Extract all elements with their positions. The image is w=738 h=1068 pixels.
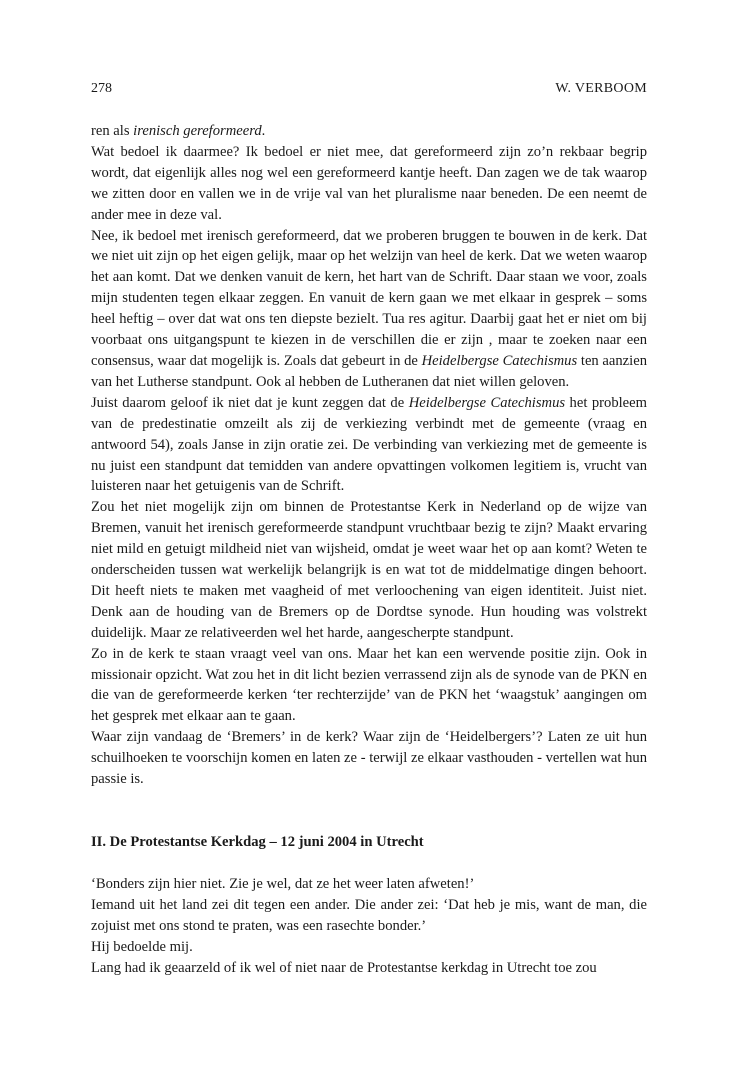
- page-number: 278: [91, 81, 112, 96]
- book-title-emphasis: Heidelbergse Catechismus: [408, 394, 566, 411]
- book-title-emphasis: Heidelbergse Catechismus: [421, 352, 578, 369]
- paragraph: Zo in de kerk te staan vraagt veel van ons. Maar het kan een wervende positie zijn. Ook in missionair opzicht. Wat zou het in dit licht bezien verrassend zijn als de synode van de PKN en die van de gereformeerde kerken ‘ter rechterzijde’ van de PKN het ‘waagstuk’ aangingen om het gesprek met elkaar aan te gaan.: [91, 645, 647, 725]
- paragraph-continuation: ren als irenisch gereformeerd.: [91, 123, 266, 139]
- section-spacer: [91, 790, 647, 832]
- paragraph: Juist daarom geloof ik niet dat je kunt zeggen dat de Heidelbergse Catechismus het probleem van de predestinatie omzeilt als zij de verkiezing verbindt met de gemeente (vraag en antwoord 54), zoals Janse in zijn oratie zei. De verbinding van verkiezing met de gemeente is nu juist een standpunt dat temidden van andere opvattingen volkomen legitiem is, vrucht van luisteren naar het getuigenis van de Schrift.: [91, 394, 647, 495]
- section-heading: II. De Protestantse Kerkdag – 12 juni 2004 in Utrecht: [91, 834, 424, 850]
- book-page: [91, 0, 647, 1068]
- paragraph: Wat bedoel ik daarmee? Ik bedoel er niet mee, dat gereformeerd zijn zo’n rekbaar begrip wordt, dat eigenlijk alles nog wel een gereformeerd kantje heeft. Dan zagen we de tak waarop we zitten door en vallen we in de vrije val van het pluralisme naar beneden. De een neemt de ander mee in deze val.: [91, 143, 647, 223]
- paragraph: Iemand uit het land zei dit tegen een ander. Die ander zei: ‘Dat heb je mis, want de man, die zojuist met ons stond te praten, was een rasechte bonder.’: [91, 896, 647, 934]
- body-text: [91, 121, 647, 978]
- heading-spacer: [91, 853, 647, 874]
- running-title: W. VERBOOM: [555, 81, 647, 96]
- paragraph: ‘Bonders zijn hier niet. Zie je wel, dat ze het weer laten afweten!’: [91, 875, 475, 892]
- paragraph: Zou het niet mogelijk zijn om binnen de Protestantse Kerk in Nederland op de wijze van Bremen, vanuit het irenisch gereformeerde standpunt vruchtbaar bezig te zijn? Maakt ervaring niet mild en getuigt mildheid niet van wijsheid, omdat je weet waar het op aan komt? Weten te onderscheiden tussen wat werkelijk belangrijk is en wat tot de middelmatige dingen behoort. Dit heeft niets te maken met vaagheid of met verloochening van eigen identiteit. Juist niet. Denk aan de houding van de Bremers op de Dordtse synode. Hun houding was volstrekt duidelijk. Maar ze relativeerden wel het harde, aangescherpte standpunt.: [91, 499, 647, 641]
- paragraph: Lang had ik geaarzeld of ik wel of niet naar de Protestantse kerkdag in Utrecht toe zou: [91, 959, 597, 976]
- paragraph: Waar zijn vandaag de ‘Bremers’ in de kerk? Waar zijn de ‘Heidelbergers’? Laten ze uit hun schuilhoeken te voorschijn komen en laten ze - terwijl ze elkaar vasthouden - vertellen wat hun passie is.: [91, 729, 647, 788]
- paragraph: Hij bedoelde mij.: [91, 938, 193, 955]
- paragraph: Nee, ik bedoel met irenisch gereformeerd, dat we proberen bruggen te bouwen in de kerk. Dat we niet uit zijn op het eigen gelijk, maar op het welzijn van heel de kerk. Dat we weten waarop het aan komt. Dat we denken vanuit de kern, het hart van de Schrift. Daar staan we voor, zoals mijn studenten tegen elkaar zeggen. En vanuit de kern gaan we met elkaar in gesprek – soms heel heftig – over dat wat ons ten diepste bezielt. Tua res agitur. Daarbij gaat het er niet om bij voorbaat ons uitgangspunt te kiezen in de verschillen die er zijn , maar te zoeken naar een consensus, waar dat mogelijk is. Zoals dat gebeurt in de Heidelbergse Catechismus ten aanzien van het Lutherse standpunt. Ook al hebben de Lutheranen dat niet willen geloven.: [91, 227, 647, 390]
- emphasis: irenisch gereformeerd: [133, 123, 262, 139]
